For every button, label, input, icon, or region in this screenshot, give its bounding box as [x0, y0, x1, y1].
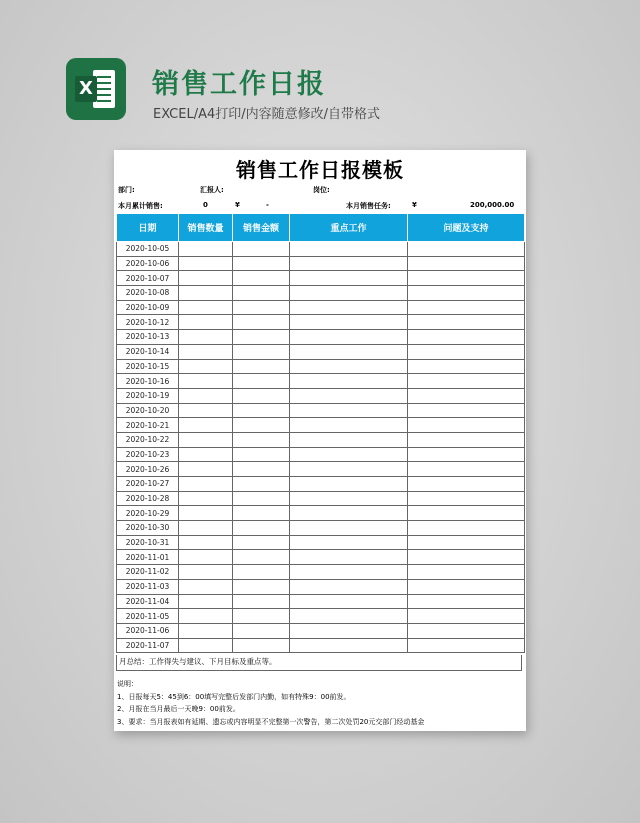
amount-cell[interactable] [233, 359, 290, 374]
table-row [117, 344, 525, 359]
table-row [117, 477, 525, 492]
key-work-cell[interactable] [290, 609, 408, 624]
issues-cell[interactable] [408, 506, 525, 521]
issues-cell[interactable] [408, 462, 525, 477]
issues-cell[interactable] [408, 344, 525, 359]
issues-cell[interactable] [408, 242, 525, 257]
key-work-cell[interactable] [290, 359, 408, 374]
task-value: 200,000.00 [470, 201, 515, 209]
table-row [117, 300, 525, 315]
quantity-cell[interactable] [179, 477, 233, 492]
amount-cell[interactable] [233, 242, 290, 257]
issues-cell[interactable] [408, 535, 525, 550]
date-cell[interactable]: 2020-11-02 [117, 565, 179, 580]
amount-cell[interactable] [233, 286, 290, 301]
amount-cell[interactable] [233, 403, 290, 418]
issues-cell[interactable] [408, 550, 525, 565]
date-cell[interactable]: 2020-10-27 [117, 477, 179, 492]
key-work-cell[interactable] [290, 550, 408, 565]
key-work-cell[interactable] [290, 638, 408, 653]
quantity-cell[interactable] [179, 521, 233, 536]
table-row [117, 579, 525, 594]
column-header-key-work: 重点工作 [290, 214, 408, 242]
amount-cell[interactable] [233, 579, 290, 594]
quantity-cell[interactable] [179, 491, 233, 506]
table-row [117, 447, 525, 462]
key-work-cell[interactable] [290, 242, 408, 257]
quantity-cell[interactable] [179, 300, 233, 315]
report-sheet [114, 150, 526, 731]
date-cell[interactable]: 2020-10-22 [117, 432, 179, 447]
date-cell[interactable]: 2020-10-08 [117, 286, 179, 301]
page-title: 销售工作日报 [152, 69, 326, 100]
date-cell[interactable]: 2020-10-06 [117, 256, 179, 271]
date-cell[interactable]: 2020-10-15 [117, 359, 179, 374]
column-header-quantity: 销售数量 [179, 214, 233, 242]
date-cell[interactable]: 2020-10-05 [117, 242, 179, 257]
column-header-issues: 问题及支持 [408, 214, 525, 242]
key-work-cell[interactable] [290, 594, 408, 609]
quantity-cell[interactable] [179, 565, 233, 580]
issues-cell[interactable] [408, 432, 525, 447]
table-row [117, 374, 525, 389]
key-work-cell[interactable] [290, 506, 408, 521]
table-row [117, 491, 525, 506]
date-cell[interactable]: 2020-10-19 [117, 388, 179, 403]
cumulative-dash: - [266, 201, 269, 209]
table-row [117, 256, 525, 271]
quantity-cell[interactable] [179, 418, 233, 433]
amount-cell[interactable] [233, 315, 290, 330]
amount-cell[interactable] [233, 256, 290, 271]
amount-cell[interactable] [233, 535, 290, 550]
quantity-cell[interactable] [179, 359, 233, 374]
quantity-cell[interactable] [179, 447, 233, 462]
issues-cell[interactable] [408, 388, 525, 403]
key-work-cell[interactable] [290, 330, 408, 345]
issues-cell[interactable] [408, 447, 525, 462]
issues-cell[interactable] [408, 418, 525, 433]
table-row [117, 315, 525, 330]
date-cell[interactable]: 2020-10-16 [117, 374, 179, 389]
date-cell[interactable]: 2020-10-14 [117, 344, 179, 359]
amount-cell[interactable] [233, 388, 290, 403]
quantity-cell[interactable] [179, 594, 233, 609]
date-cell[interactable]: 2020-10-20 [117, 403, 179, 418]
issues-cell[interactable] [408, 374, 525, 389]
amount-cell[interactable] [233, 521, 290, 536]
date-cell[interactable]: 2020-10-29 [117, 506, 179, 521]
amount-cell[interactable] [233, 594, 290, 609]
amount-cell[interactable] [233, 623, 290, 638]
quantity-cell[interactable] [179, 271, 233, 286]
date-cell[interactable]: 2020-11-01 [117, 550, 179, 565]
table-row [117, 359, 525, 374]
quantity-cell[interactable] [179, 579, 233, 594]
issues-cell[interactable] [408, 594, 525, 609]
note-item: 1、日报每天5：45到6：00填写完整后发部门内勤，如有特殊9：00前发。 [117, 692, 351, 701]
issues-cell[interactable] [408, 330, 525, 345]
currency-symbol: ¥ [235, 201, 240, 209]
column-header-amount: 销售金额 [233, 214, 290, 242]
date-cell[interactable]: 2020-11-03 [117, 579, 179, 594]
key-work-cell[interactable] [290, 447, 408, 462]
quantity-cell[interactable] [179, 388, 233, 403]
column-header-date: 日期 [117, 214, 179, 242]
amount-cell[interactable] [233, 462, 290, 477]
amount-cell[interactable] [233, 330, 290, 345]
amount-cell[interactable] [233, 432, 290, 447]
issues-cell[interactable] [408, 477, 525, 492]
amount-cell[interactable] [233, 344, 290, 359]
table-row [117, 550, 525, 565]
quantity-cell[interactable] [179, 506, 233, 521]
table-row [117, 565, 525, 580]
key-work-cell[interactable] [290, 535, 408, 550]
reporter-label: 汇报人: [200, 186, 224, 194]
issues-cell[interactable] [408, 609, 525, 624]
position-label: 岗位: [313, 186, 330, 194]
amount-cell[interactable] [233, 491, 290, 506]
table-row [117, 638, 525, 653]
key-work-cell[interactable] [290, 300, 408, 315]
cumulative-value: 0 [203, 201, 208, 209]
issues-cell[interactable] [408, 256, 525, 271]
key-work-cell[interactable] [290, 403, 408, 418]
quantity-cell[interactable] [179, 535, 233, 550]
table-row [117, 535, 525, 550]
monthly-summary[interactable]: 月总结：工作得失与建议、下月目标及重点等。 [116, 655, 522, 671]
key-work-cell[interactable] [290, 286, 408, 301]
table-row [117, 330, 525, 345]
issues-cell[interactable] [408, 271, 525, 286]
task-label: 本月销售任务: [346, 202, 391, 210]
key-work-cell[interactable] [290, 432, 408, 447]
issues-cell[interactable] [408, 403, 525, 418]
quantity-cell[interactable] [179, 462, 233, 477]
amount-cell[interactable] [233, 300, 290, 315]
date-cell[interactable]: 2020-10-31 [117, 535, 179, 550]
quantity-cell[interactable] [179, 330, 233, 345]
table-row [117, 286, 525, 301]
key-work-cell[interactable] [290, 315, 408, 330]
key-work-cell[interactable] [290, 521, 408, 536]
table-row [117, 271, 525, 286]
date-cell[interactable]: 2020-11-06 [117, 623, 179, 638]
date-cell[interactable]: 2020-10-28 [117, 491, 179, 506]
notes-block [117, 678, 424, 728]
quantity-cell[interactable] [179, 256, 233, 271]
excel-x-letter: X [75, 76, 97, 102]
dept-label: 部门: [118, 186, 135, 194]
issues-cell[interactable] [408, 315, 525, 330]
amount-cell[interactable] [233, 565, 290, 580]
cumulative-label: 本月累计销售: [118, 202, 163, 210]
key-work-cell[interactable] [290, 565, 408, 580]
table-row [117, 623, 525, 638]
sheet-title: 销售工作日报模板 [236, 158, 404, 182]
issues-cell[interactable] [408, 491, 525, 506]
amount-cell[interactable] [233, 506, 290, 521]
page-subtitle: EXCEL/A4打印/内容随意修改/自带格式 [153, 107, 381, 122]
table-row [117, 521, 525, 536]
table-row [117, 388, 525, 403]
date-cell[interactable]: 2020-10-12 [117, 315, 179, 330]
amount-cell[interactable] [233, 477, 290, 492]
note-item: 2、月报在当月最后一天晚9：00前发。 [117, 705, 240, 714]
key-work-cell[interactable] [290, 579, 408, 594]
date-cell[interactable]: 2020-10-26 [117, 462, 179, 477]
key-work-cell[interactable] [290, 374, 408, 389]
date-cell[interactable]: 2020-11-05 [117, 609, 179, 624]
quantity-cell[interactable] [179, 432, 233, 447]
amount-cell[interactable] [233, 374, 290, 389]
date-cell[interactable]: 2020-10-21 [117, 418, 179, 433]
table-row [117, 506, 525, 521]
date-cell[interactable]: 2020-11-07 [117, 638, 179, 653]
key-work-cell[interactable] [290, 256, 408, 271]
issues-cell[interactable] [408, 579, 525, 594]
date-cell[interactable]: 2020-10-13 [117, 330, 179, 345]
amount-cell[interactable] [233, 447, 290, 462]
date-cell[interactable]: 2020-10-09 [117, 300, 179, 315]
date-cell[interactable]: 2020-10-23 [117, 447, 179, 462]
table-row [117, 403, 525, 418]
notes-title: 说明： [117, 680, 138, 688]
table-row [117, 609, 525, 624]
currency-symbol: ¥ [412, 201, 417, 209]
key-work-cell[interactable] [290, 271, 408, 286]
key-work-cell[interactable] [290, 344, 408, 359]
quantity-cell[interactable] [179, 403, 233, 418]
quantity-cell[interactable] [179, 623, 233, 638]
issues-cell[interactable] [408, 521, 525, 536]
issues-cell[interactable] [408, 286, 525, 301]
amount-cell[interactable] [233, 609, 290, 624]
quantity-cell[interactable] [179, 242, 233, 257]
key-work-cell[interactable] [290, 418, 408, 433]
note-item: 3、要求：当月报表如有延期、遗忘或内容明显不完整第一次警告，第二次处罚20元交部门经动基金 [117, 717, 425, 726]
quantity-cell[interactable] [179, 609, 233, 624]
amount-cell[interactable] [233, 418, 290, 433]
key-work-cell[interactable] [290, 491, 408, 506]
daily-report-table [116, 213, 525, 653]
date-cell[interactable]: 2020-10-30 [117, 521, 179, 536]
issues-cell[interactable] [408, 359, 525, 374]
quantity-cell[interactable] [179, 374, 233, 389]
table-row [117, 462, 525, 477]
quantity-cell[interactable] [179, 286, 233, 301]
quantity-cell[interactable] [179, 638, 233, 653]
amount-cell[interactable] [233, 271, 290, 286]
issues-cell[interactable] [408, 638, 525, 653]
key-work-cell[interactable] [290, 623, 408, 638]
quantity-cell[interactable] [179, 344, 233, 359]
quantity-cell[interactable] [179, 550, 233, 565]
amount-cell[interactable] [233, 550, 290, 565]
table-row [117, 418, 525, 433]
excel-logo-icon [66, 58, 126, 120]
issues-cell[interactable] [408, 300, 525, 315]
issues-cell[interactable] [408, 565, 525, 580]
key-work-cell[interactable] [290, 462, 408, 477]
quantity-cell[interactable] [179, 315, 233, 330]
amount-cell[interactable] [233, 638, 290, 653]
key-work-cell[interactable] [290, 477, 408, 492]
issues-cell[interactable] [408, 623, 525, 638]
table-row [117, 594, 525, 609]
date-cell[interactable]: 2020-11-04 [117, 594, 179, 609]
table-row [117, 432, 525, 447]
key-work-cell[interactable] [290, 388, 408, 403]
date-cell[interactable]: 2020-10-07 [117, 271, 179, 286]
table-row [117, 242, 525, 257]
